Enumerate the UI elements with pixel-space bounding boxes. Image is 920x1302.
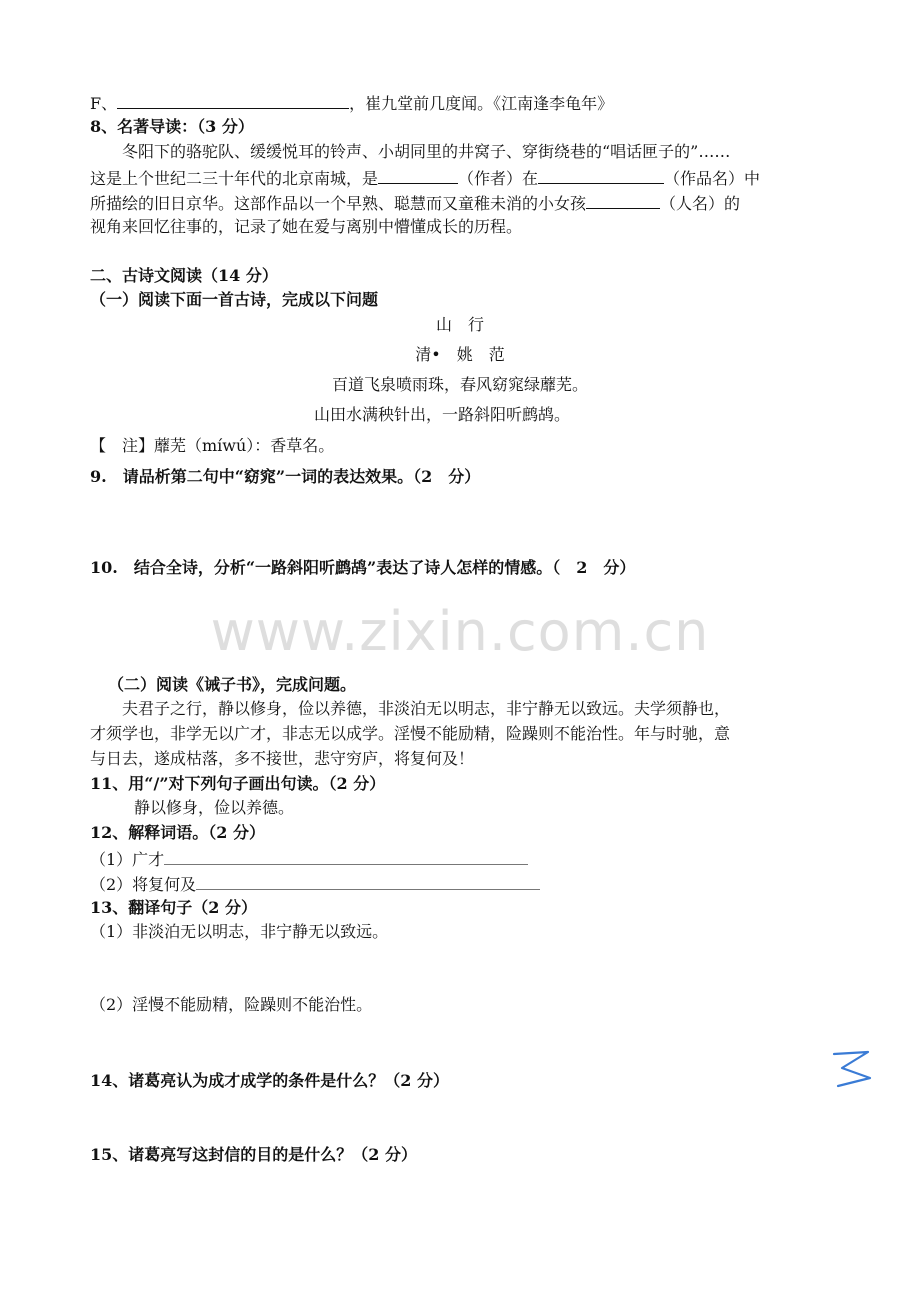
poem-note: 【 注】蘼芜（míwú）：香草名。 bbox=[90, 436, 335, 455]
q14-question: 14、诸葛亮认为成才成学的条件是什么？（2 分） bbox=[90, 1071, 449, 1090]
handwritten-score-mark bbox=[828, 1048, 876, 1090]
q10-question: 10. 结合全诗，分析“一路斜阳听鹧鸪”表达了诗人怎样的情感。（ 2 分） bbox=[90, 558, 636, 577]
q8-line1-text: 冬阳下的骆驼队、缓缓悦耳的铃声、小胡同里的井窝子、穿街绕巷的“唱话匣子的”…… bbox=[122, 142, 731, 161]
poem-title: 山 行 bbox=[435, 315, 484, 334]
q12-item-1 bbox=[90, 848, 528, 870]
watermark: www.zixin.com.cn bbox=[210, 600, 710, 663]
q8-line3 bbox=[90, 192, 740, 214]
q15-question: 15、诸葛亮写这封信的目的是什么？（2 分） bbox=[90, 1145, 417, 1164]
answer-line[interactable] bbox=[196, 873, 540, 890]
q8-line3-text-b: （人名）的 bbox=[660, 194, 741, 213]
q13-item-2: （2）淫慢不能励精，险躁则不能治性。 bbox=[90, 995, 373, 1014]
q8-line1 bbox=[122, 142, 840, 162]
q11-title: 11、用“/”对下列句子画出句读。（2 分） bbox=[90, 774, 386, 793]
q8-line2-text-c: （作品名）中 bbox=[664, 169, 761, 188]
section-title: 二、古诗文阅读（14 分） bbox=[90, 266, 278, 285]
author-blank[interactable] bbox=[378, 167, 458, 184]
f-suffix: ，崔九堂前几度闻。《江南逢李龟年》 bbox=[349, 94, 614, 113]
person-name-blank[interactable] bbox=[586, 192, 660, 209]
answer-blank[interactable] bbox=[117, 92, 349, 109]
poem-author: 清• 姚 范 bbox=[415, 345, 505, 364]
poem-line-1: 百道飞泉喷雨珠，春风窈窕绿蘼芜。 bbox=[331, 375, 588, 394]
passage-line-2: 才须学也，非学无以广才，非志无以成学。淫慢不能励精，险躁则不能治性。年与时驰，意 bbox=[90, 724, 731, 743]
work-title-blank[interactable] bbox=[538, 167, 664, 184]
q8-line4: 视角来回忆往事的，记录了她在爱与离别中懵懂成长的历程。 bbox=[90, 217, 523, 236]
passage-line-3: 与日去，遂成枯落，多不接世，悲守穷庐，将复何及！ bbox=[90, 749, 475, 768]
q13-title: 13、翻译句子（2 分） bbox=[90, 898, 257, 917]
passage-line-1: 夫君子之行，静以修身，俭以养德，非淡泊无以明志，非宁静无以致远。夫学须静也， bbox=[122, 699, 731, 718]
answer-line[interactable] bbox=[164, 848, 528, 865]
q12-item-2 bbox=[90, 873, 540, 895]
q12-item-1-label: （1）广才 bbox=[90, 850, 165, 869]
q13-item-1: （1）非淡泊无以明志，非宁静无以致远。 bbox=[90, 922, 389, 941]
q8-line2-text-b: （作者）在 bbox=[458, 169, 539, 188]
q9-question: 9. 请品析第二句中“窈窕”一词的表达效果。（2 分） bbox=[90, 467, 481, 486]
fill-blank-f bbox=[90, 92, 613, 114]
poem-line-2: 山田水满秧针出，一路斜阳听鹧鸪。 bbox=[314, 405, 571, 424]
q8-line3-text: 所描绘的旧日京华。这部作品以一个早熟、聪慧而又童稚未消的小女孩 bbox=[90, 194, 587, 213]
subsection-title-2: （二）阅读《诫子书》，完成问题。 bbox=[108, 675, 357, 694]
f-prefix: F、 bbox=[90, 94, 118, 113]
subsection-title: （一）阅读下面一首古诗，完成以下问题 bbox=[90, 290, 379, 309]
q8-line2 bbox=[90, 167, 832, 189]
q8-line2-text: 这是上个世纪二三十年代的北京南城，是 bbox=[90, 169, 379, 188]
q11-sentence: 静以修身，俭以养德。 bbox=[134, 798, 295, 817]
q12-item-2-label: （2）将复何及 bbox=[90, 875, 197, 894]
q8-title: 8、名著导读：（3 分） bbox=[90, 117, 254, 136]
q12-title: 12、解释词语。（2 分） bbox=[90, 823, 265, 842]
